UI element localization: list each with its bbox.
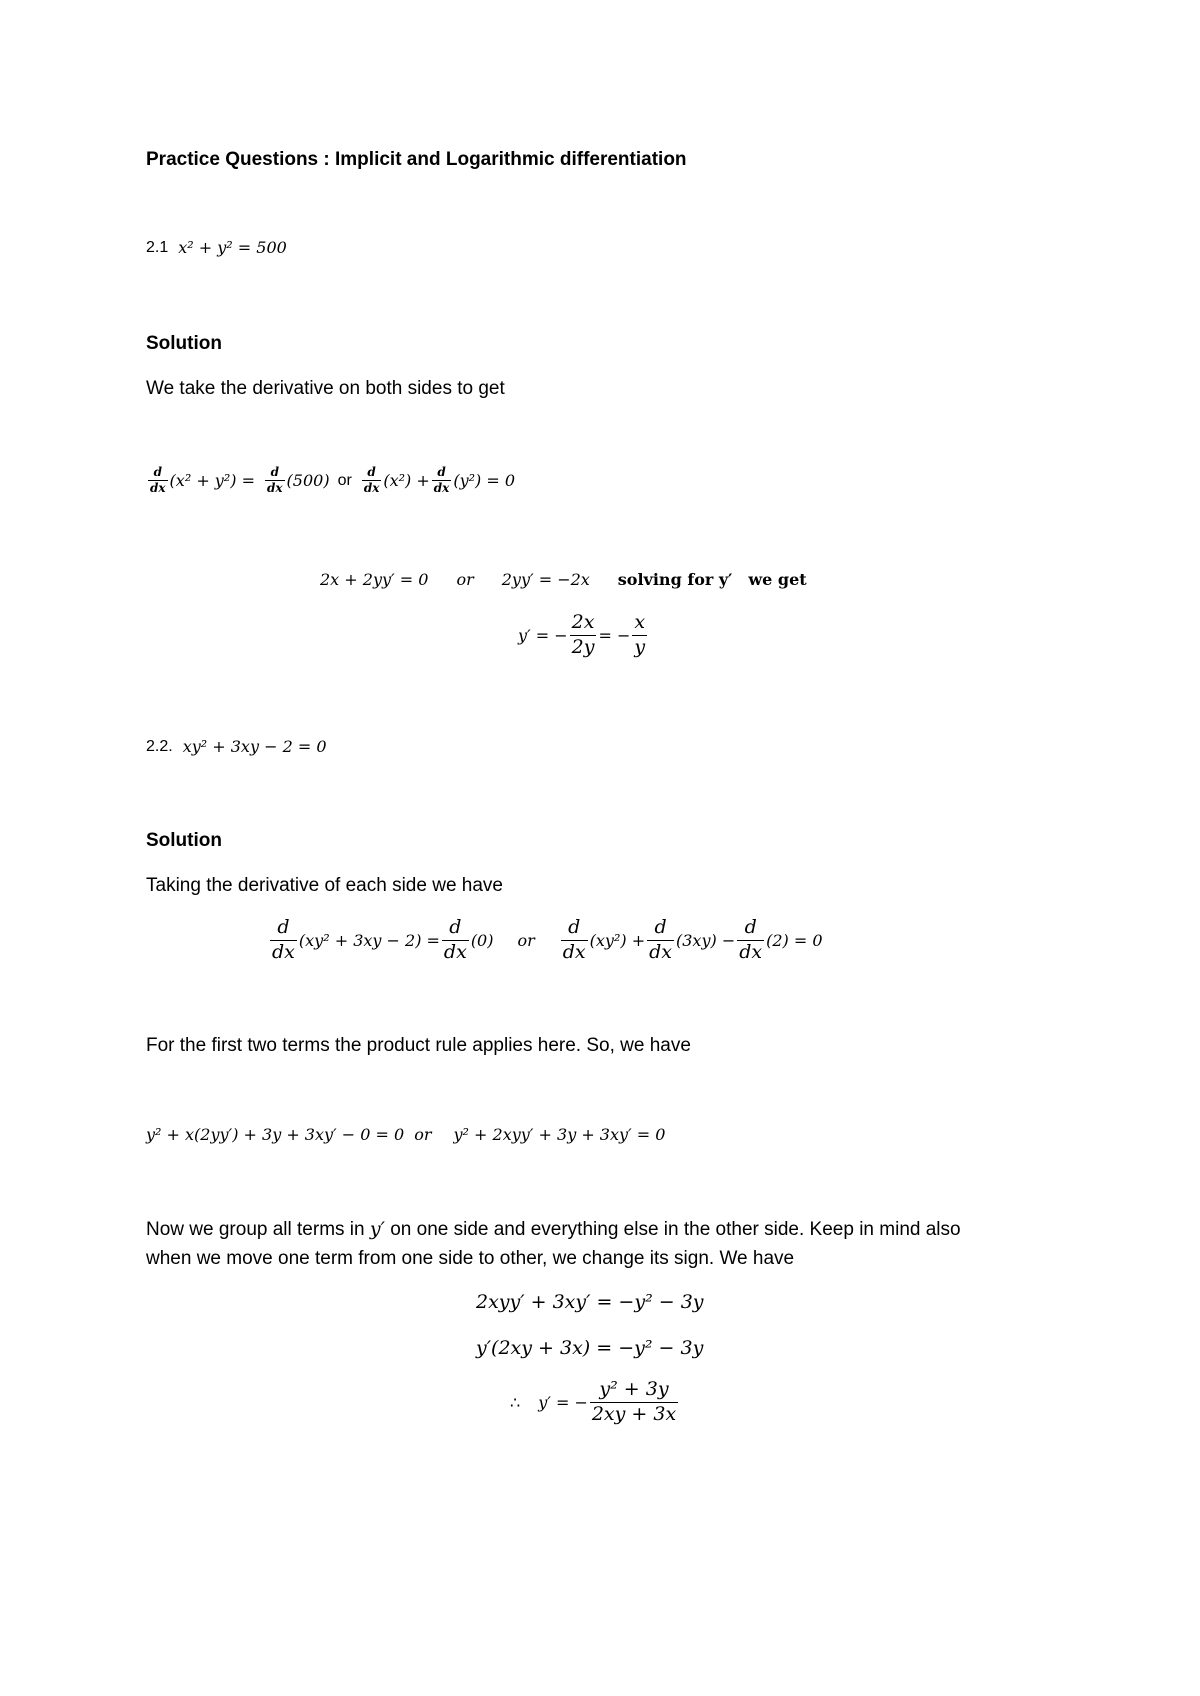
fraction-d-dx: $\frac{d}{dx}$ — [739, 916, 763, 963]
equation-factored: y′(2xy + 3x) = −y² − 3y — [476, 1337, 704, 1359]
text: Now we group all terms in — [146, 1219, 370, 1240]
solution-intro: Taking the derivative of each side we have — [146, 875, 503, 896]
fraction-d-dx: $\frac{d}{dx}$ — [363, 465, 380, 496]
fraction-d-dx: $\frac{d}{dx}$ — [443, 916, 467, 963]
solution-heading: Solution — [146, 333, 222, 354]
product-rule-text: For the first two terms the product rule applies here. So, we have — [146, 1035, 691, 1056]
expression: (xy²) + — [589, 930, 646, 950]
question-2-1 — [146, 238, 287, 257]
expression: (xy² + 3xy − 2) = — [298, 930, 440, 950]
expression: (0) — [470, 930, 494, 950]
expression: y² + x(2yy′) + 3y + 3xy′ − 0 = 0 — [146, 1125, 405, 1144]
question-equation: xy² + 3xy − 2 = 0 — [182, 737, 327, 756]
word-or: or — [414, 1125, 432, 1144]
equation-derivative-each-side — [268, 917, 823, 964]
fraction-d-dx: $\frac{d}{dx}$ — [433, 465, 450, 496]
fraction: $\frac{\text{y² + 3y}}{2xy + 3x}$ — [591, 1378, 677, 1425]
expression: 2x + 2yy′ = 0 — [320, 570, 429, 589]
grouping-text-line-2: when we move one term from one side to other, we change its sign. We have — [146, 1248, 795, 1269]
word-or: or — [456, 570, 474, 589]
fraction: $\frac{x}{y}$ — [634, 611, 646, 658]
equation-grouped: 2xyy′ + 3xy′ = −y² − 3y — [476, 1291, 704, 1313]
fraction-d-dx: $\frac{d}{dx}$ — [272, 916, 295, 963]
expression: = − — [598, 625, 631, 645]
we-get-text: we get — [748, 570, 807, 589]
word-or: or — [517, 930, 535, 950]
expression: (3xy) − — [676, 930, 736, 950]
equation-final-result — [510, 1379, 680, 1426]
expression: 2yy′ = −2x — [501, 570, 590, 589]
fraction: $\frac{2x}{2y}$ — [571, 611, 595, 658]
page-title: Practice Questions : Implicit and Logarithmic differentiation — [146, 149, 687, 170]
fraction-d-dx: $\frac{d}{dx}$ — [267, 465, 283, 496]
expression: (x²) + — [383, 471, 430, 491]
expression: y² + 2xyy′ + 3y + 3xy′ = 0 — [453, 1125, 666, 1144]
expression: y′ = − — [518, 625, 568, 645]
solution-intro: We take the derivative on both sides to get — [146, 378, 505, 399]
equation-product-rule — [146, 1125, 665, 1144]
expression: (2) = 0 — [766, 930, 823, 950]
text: on one side and everything else in the other side. Keep in mind also — [384, 1219, 961, 1240]
solution-heading: Solution — [146, 830, 222, 851]
question-label: 2.1 — [146, 238, 169, 256]
equation-derivative-both-sides — [146, 466, 515, 495]
fraction-d-dx: $\frac{d}{dx}$ — [150, 465, 166, 496]
question-2-2 — [146, 737, 327, 756]
expression: y′ = − — [538, 1392, 588, 1412]
therefore-symbol: ∴ — [510, 1392, 521, 1412]
solving-text: solving for y′ — [617, 570, 733, 589]
fraction-d-dx: $\frac{d}{dx}$ — [649, 916, 672, 963]
word-or: or — [337, 471, 352, 489]
fraction-d-dx: $\frac{d}{dx}$ — [562, 916, 586, 963]
expression: (x² + y²) = — [169, 471, 255, 491]
equation-result — [518, 612, 649, 659]
equation-solve-step — [320, 570, 807, 589]
expression: (500) — [286, 471, 330, 491]
expression: (y²) = 0 — [453, 471, 516, 491]
question-label: 2.2. — [146, 737, 173, 755]
grouping-text-line-1 — [146, 1217, 961, 1242]
question-equation: x² + y² = 500 — [178, 238, 287, 257]
variable: y′ — [369, 1218, 385, 1240]
